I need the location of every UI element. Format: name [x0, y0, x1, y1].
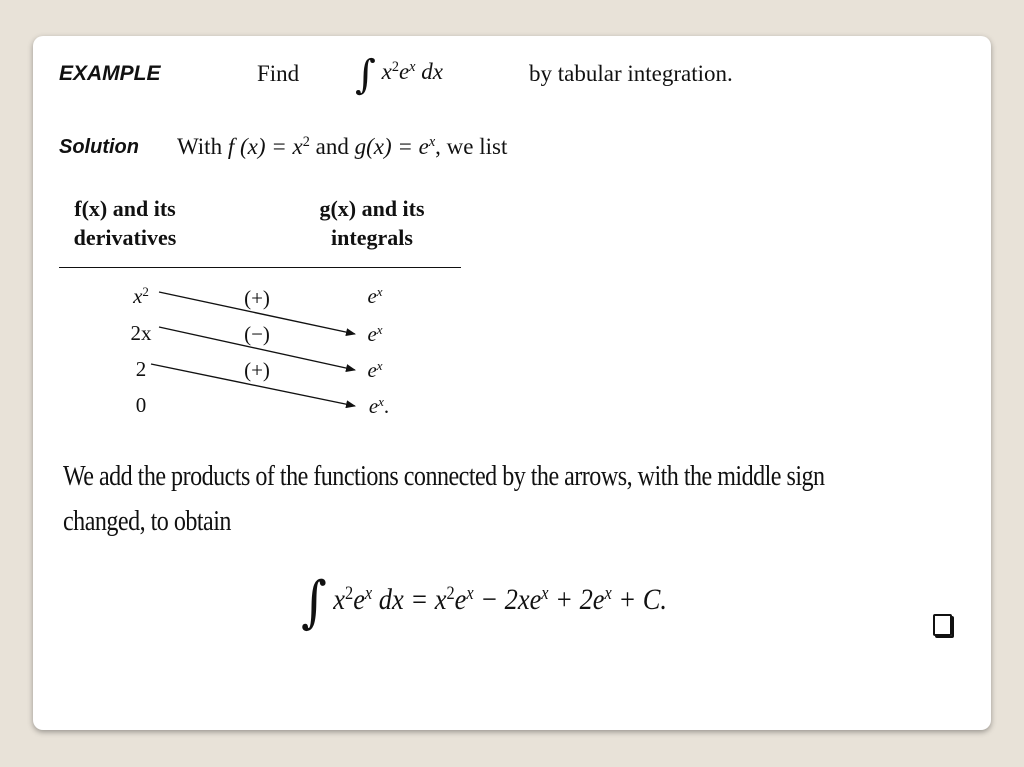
end-of-proof-box-icon	[933, 614, 952, 636]
paragraph-line-1: We add the products of the functions connected by the arrows, with the middle sign	[63, 461, 825, 492]
g-row-3: $e^x$	[367, 357, 383, 382]
arrow-3	[151, 364, 355, 406]
paragraph-line-2: changed, to obtain	[63, 506, 231, 537]
arrow-2	[159, 327, 355, 370]
integral-sign-icon: ∫	[301, 570, 327, 635]
arrow-1	[159, 292, 355, 334]
f-row-1: $x^2$	[133, 283, 149, 308]
solution-label: Solution	[59, 136, 139, 158]
example-label: EXAMPLE	[59, 62, 161, 85]
sign-row-2: (−)	[244, 322, 270, 346]
sign-row-1: (+)	[244, 286, 270, 310]
solution-text: With f $(x) = x^2$ and $g(x) = e^x$, we list	[177, 134, 508, 159]
g-row-4: $e^x$.	[368, 393, 390, 418]
find-word: Find	[257, 61, 300, 86]
example-tail: by tabular integration.	[529, 61, 733, 86]
f-row-3: 2	[135, 357, 147, 381]
slide	[33, 36, 991, 730]
col-header-integrals: g(x) and its integrals	[319, 196, 425, 250]
g-row-2: $e^x$	[367, 321, 383, 346]
integral-sign-icon: ∫	[355, 52, 376, 98]
sign-row-3: (+)	[244, 358, 270, 382]
f-row-2: 2x	[130, 321, 152, 345]
col-header-derivatives: f(x) and its derivatives	[73, 196, 177, 250]
result-equation: ∫ $x^2e^x$ dx = $x^2e^x - 2xe^x + 2e^x + C$.	[301, 570, 668, 635]
g-row-1: $e^x$	[367, 283, 383, 308]
f-row-4: 0	[135, 393, 147, 417]
example-integral: ∫ $x^2e^x$ dx	[355, 52, 443, 98]
